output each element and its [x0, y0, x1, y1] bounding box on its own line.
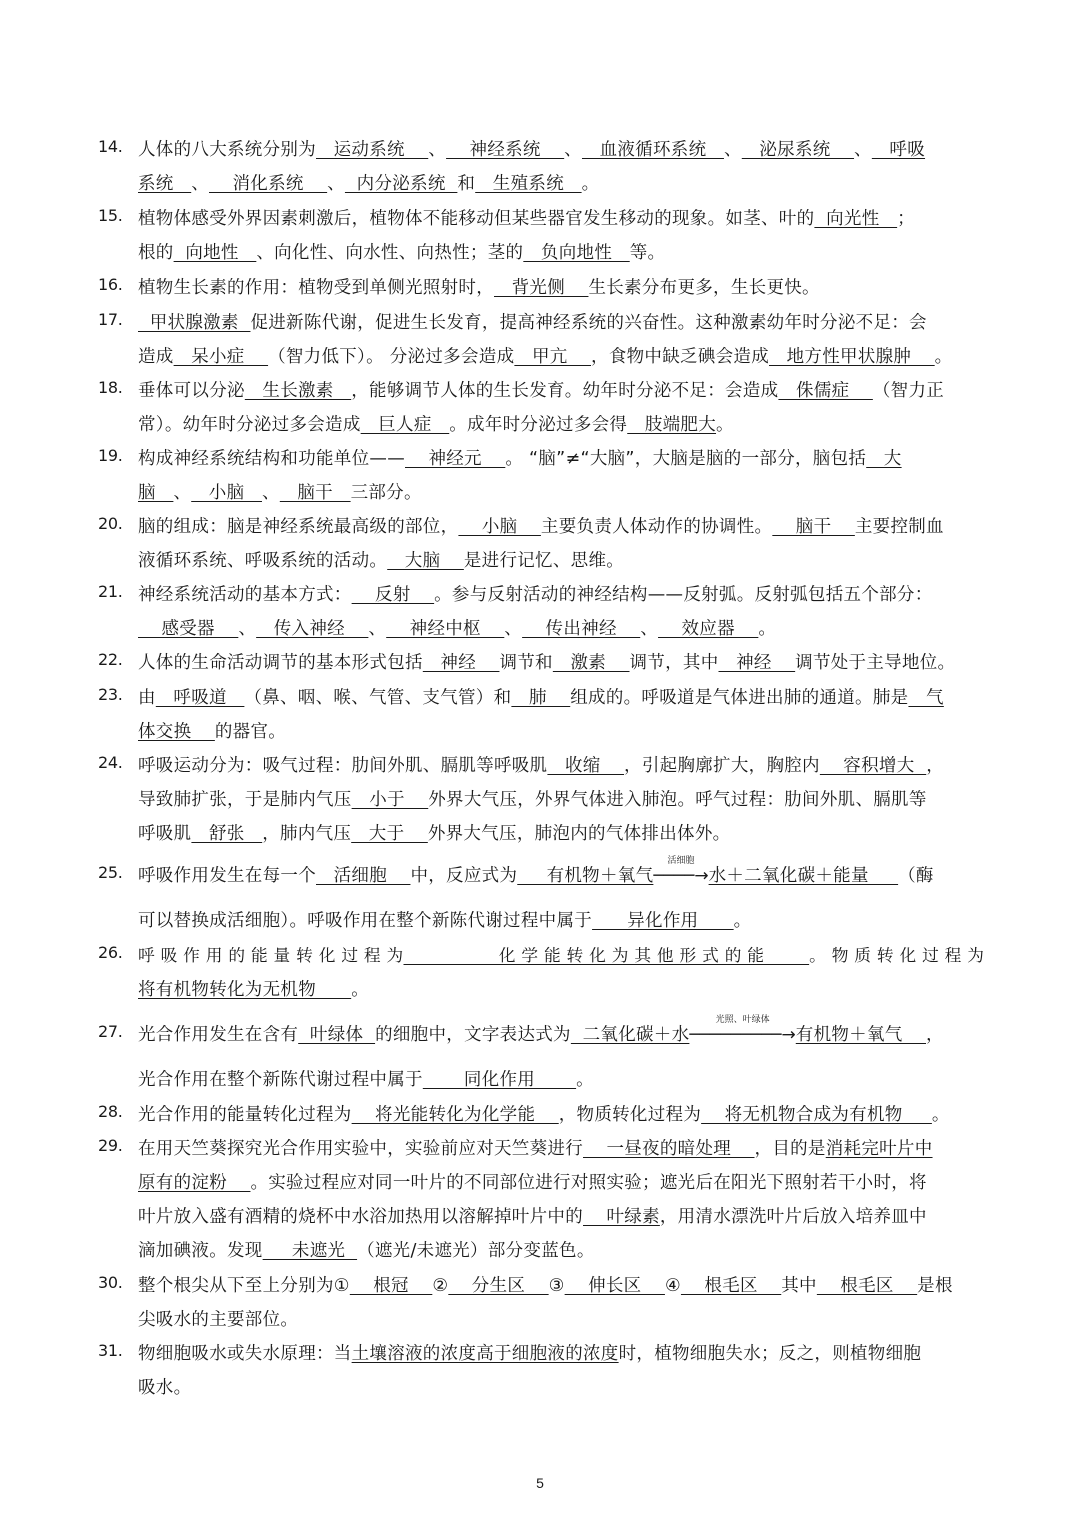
answer-blank: 将无机物合成为有机物 — [701, 1105, 932, 1125]
reaction-condition: 活细胞 — [667, 856, 695, 866]
answer-blank: 激素 — [552, 653, 630, 673]
question-number: 16. — [98, 275, 123, 294]
answer-blank: 活细胞 — [316, 866, 411, 886]
static-text: 、 — [723, 140, 742, 160]
answer-blank: 有机物＋氧气 — [795, 1025, 927, 1045]
question-number: 31. — [98, 1341, 123, 1360]
text-line — [138, 820, 984, 845]
static-text: 物细胞吸水或失水原理：当 — [138, 1344, 352, 1364]
question-number: 27. — [98, 1022, 123, 1041]
answer-blank: 消化系统 — [209, 174, 328, 194]
answer-blank: 系统 — [138, 174, 192, 194]
static-text: 、 — [327, 174, 345, 194]
static-text: 呼吸肌 — [138, 824, 192, 844]
answer-blank: 地方性甲状腺肿 — [769, 347, 935, 367]
text-line — [138, 411, 984, 436]
static-text: 的器官。 — [214, 722, 287, 742]
static-text: 。 物 质 转 化 过 程 为 — [809, 945, 985, 965]
static-text: 神经系统活动的基本方式： — [138, 585, 352, 605]
answer-blank: 传入神经 — [256, 619, 369, 639]
static-text: 根的 — [138, 243, 174, 263]
text-line — [138, 856, 984, 887]
static-text: 是根 — [917, 1276, 953, 1296]
static-text: 时，植物细胞失水；反之，则植物细胞 — [618, 1344, 922, 1364]
answer-blank: 脑干 — [279, 483, 351, 503]
question-number: 24. — [98, 753, 123, 772]
text-line — [138, 1272, 984, 1297]
static-text: 的细胞中，文字表达式为 — [375, 1025, 571, 1045]
text-line — [138, 309, 984, 334]
static-text: 、 — [854, 140, 872, 160]
answer-blank: 将有机物转化为无机物 — [138, 980, 352, 1000]
static-text: 、 — [504, 619, 523, 639]
question-number: 20. — [98, 514, 123, 533]
answer-blank: 传出神经 — [522, 619, 641, 639]
question-number: 26. — [98, 943, 123, 962]
answer-blank: 脑干 — [772, 517, 855, 537]
static-text: 是进行记忆、思维。 — [463, 551, 625, 571]
text-line — [138, 786, 984, 811]
text-line — [138, 479, 984, 504]
static-text: 、 — [238, 619, 257, 639]
answer-blank: 根冠 — [349, 1276, 433, 1296]
answer-blank: 伸长区 — [564, 1276, 665, 1296]
text-line — [138, 942, 984, 966]
static-text: （鼻、咽、喉、气管、支气管）和 — [244, 688, 512, 708]
static-text: 人体的生命活动调节的基本形式包括 — [138, 653, 423, 673]
static-text: ，肺内气压 — [262, 824, 352, 844]
text-line — [138, 1203, 984, 1228]
static-text: 。 — [716, 415, 734, 435]
text-line — [138, 205, 984, 230]
static-text: 光合作用的能量转化过程为 — [138, 1105, 352, 1125]
answer-blank: 负向地性 — [523, 243, 630, 263]
static-text: 呼吸运动分为：吸气过程：肋间外肌、膈肌等呼吸肌 — [138, 756, 548, 776]
text-line — [138, 1101, 984, 1126]
text-line — [138, 649, 984, 674]
answer-blank: 大于 — [351, 824, 428, 844]
answer-blank: 未遮光 — [262, 1241, 358, 1261]
arrow-shaft: ────→ — [653, 866, 709, 886]
static-text: 液循环系统、呼吸系统的活动。 — [138, 551, 388, 571]
question-number: 28. — [98, 1102, 123, 1121]
static-text: ③ — [548, 1276, 565, 1296]
text-line — [138, 976, 984, 1001]
answer-blank: 呼吸道 — [155, 688, 245, 708]
static-text: 促进新陈代谢，促进生长发育，提高神经系统的兴奋性。这种激素幼年时分泌不足：会 — [250, 313, 927, 333]
static-text: 造成 — [138, 347, 174, 367]
answer-blank: 舒张 — [191, 824, 263, 844]
question-number: 15. — [98, 206, 123, 225]
question-number: 25. — [98, 863, 123, 882]
question-number: 14. — [98, 137, 123, 156]
answer-blank: 叶绿素 — [583, 1207, 660, 1227]
answer-blank: 生长激素 — [244, 381, 352, 401]
static-text: ， — [926, 756, 945, 776]
static-text: 外界大气压，肺泡内的气体排出体外。 — [427, 824, 731, 844]
static-text: 人体的八大系统分别为 — [138, 140, 316, 160]
static-text: ； — [897, 209, 915, 229]
static-text: 组成的。呼吸道是气体进出肺的通道。肺是 — [570, 688, 909, 708]
text-line — [138, 1340, 984, 1365]
static-text: 吸水。 — [138, 1378, 192, 1398]
question-number: 21. — [98, 582, 123, 601]
static-text: 呼吸作用发生在每一个 — [138, 866, 316, 886]
static-text: 尖吸水的主要部位。 — [138, 1310, 299, 1330]
static-text: 可以替换成活细胞）。呼吸作用在整个新陈代谢过程中属于 — [138, 911, 593, 931]
answer-blank: 内分泌系统 — [344, 174, 458, 194]
answer-blank: 叶绿体 — [298, 1025, 376, 1045]
text-line — [138, 1135, 984, 1160]
static-text: 。 — [581, 174, 600, 194]
question-number: 29. — [98, 1136, 123, 1155]
static-text: 、 — [368, 619, 387, 639]
answer-blank: 肢端肥大 — [627, 415, 717, 435]
answer-blank: 消耗完叶片中 — [825, 1139, 933, 1159]
static-text: ② — [432, 1276, 449, 1296]
text-line — [138, 907, 984, 932]
static-text: （智力正 — [872, 381, 945, 401]
static-text: 和 — [457, 174, 476, 194]
static-text: 。 — [576, 1070, 594, 1090]
static-text: 构成神经系统结构和功能单位—— — [138, 449, 405, 469]
answer-blank: 土壤溶液的浓度高于细胞液的浓度 — [351, 1344, 619, 1364]
text-line — [138, 343, 984, 368]
answer-blank: 神经 — [718, 653, 796, 673]
static-text: 呼 吸 作 用 的 能 量 转 化 过 程 为 — [138, 945, 404, 965]
text-line — [138, 1066, 984, 1091]
static-text: 调节处于主导地位。 — [795, 653, 956, 673]
static-text: （遮光/未遮光）部分变蓝色。 — [357, 1241, 595, 1261]
text-line — [138, 513, 984, 538]
static-text: 、 — [173, 483, 192, 503]
static-text: 。实验过程应对同一叶片的不同部位进行对照实验；遮光后在阳光下照射若干小时，将 — [250, 1173, 927, 1193]
static-text: 。 — [931, 1105, 950, 1125]
static-text: 、 — [564, 140, 582, 160]
text-line — [138, 274, 984, 299]
static-text: 、 — [640, 619, 659, 639]
answer-blank: 原有的淀粉 — [138, 1173, 251, 1193]
answer-blank: 向光性 — [814, 209, 898, 229]
static-text: 。 “脑”≠“大脑”，大脑是脑的一部分，脑包括 — [505, 449, 867, 469]
question-number: 19. — [98, 446, 123, 465]
static-text: 光合作用在整个新陈代谢过程中属于 — [138, 1070, 423, 1090]
static-text: 整个根尖从下至上分别为① — [138, 1276, 350, 1296]
question-number: 30. — [98, 1273, 123, 1292]
text-line — [138, 136, 984, 161]
text-line — [138, 547, 984, 572]
answer-blank: 收缩 — [547, 756, 625, 776]
answer-blank: 向地性 — [173, 243, 257, 263]
static-text: 三部分。 — [350, 483, 422, 503]
question-number: 17. — [98, 310, 123, 329]
text-line — [138, 1374, 984, 1399]
answer-blank: 将光能转化为化学能 — [351, 1105, 559, 1125]
static-text: 叶片放入盛有酒精的烧杯中水浴加热用以溶解掉叶片中的 — [138, 1207, 583, 1227]
text-line — [138, 718, 984, 743]
static-text: 由 — [138, 688, 156, 708]
answer-blank: 体交换 — [138, 722, 215, 742]
answer-blank: 大脑 — [387, 551, 464, 571]
answer-blank: 一昼夜的暗处理 — [583, 1139, 755, 1159]
text-line — [138, 581, 984, 606]
answer-blank: 神经系统 — [446, 140, 565, 160]
text-line — [138, 1237, 984, 1262]
static-text: 主要控制血 — [854, 517, 944, 537]
answer-blank: 肺 — [511, 688, 571, 708]
answer-blank: 水＋二氧化碳＋能量 — [708, 866, 899, 886]
answer-blank: 小脑 — [458, 517, 541, 537]
answer-blank: 大 — [866, 449, 902, 469]
answer-blank: 甲状腺激素 — [138, 313, 251, 333]
static-text: 调节和 — [499, 653, 553, 673]
static-text: 其中 — [781, 1276, 817, 1296]
answer-blank: 甲亢 — [514, 347, 592, 367]
static-text: 光合作用发生在含有 — [138, 1025, 299, 1045]
static-text: 、 — [428, 140, 447, 160]
answer-blank: 侏儒症 — [778, 381, 873, 401]
answer-blank: 运动系统 — [316, 140, 429, 160]
static-text: 。 — [758, 619, 777, 639]
answer-blank: 呆小症 — [173, 347, 269, 367]
answer-blank: 巨人症 — [360, 415, 450, 435]
static-text: 、 — [191, 174, 210, 194]
text-line — [138, 1015, 984, 1046]
answer-blank: 生殖系统 — [475, 174, 582, 194]
answer-blank: 反射 — [351, 585, 435, 605]
static-text: 调节，其中 — [629, 653, 719, 673]
answer-blank: 神经中枢 — [386, 619, 505, 639]
answer-blank: 气 — [908, 688, 944, 708]
answer-blank: 泌尿系统 — [741, 140, 855, 160]
static-text: ，能够调节人体的生长发育。幼年时分泌不足：会造成 — [351, 381, 779, 401]
text-line — [138, 1169, 984, 1194]
answer-blank: 有机物＋氧气 — [517, 866, 654, 886]
question-number: 23. — [98, 685, 123, 704]
answer-blank: 容积增大 — [819, 756, 927, 776]
reaction-arrow — [689, 1015, 796, 1045]
text-line — [138, 445, 984, 470]
answer-blank: 异化作用 — [592, 911, 734, 931]
static-text: ，目的是 — [754, 1139, 826, 1159]
static-text: 外界大气压，外界气体进入肺泡。呼气过程：肋间外肌、膈肌等 — [428, 790, 927, 810]
answer-blank: 神经元 — [405, 449, 506, 469]
static-text: 植物生长素的作用：植物受到单侧光照射时， — [138, 278, 494, 298]
static-text: 、 — [261, 483, 280, 503]
static-text: 等。 — [629, 243, 666, 263]
answer-blank: 小脑 — [191, 483, 262, 503]
answer-blank: 化 学 能 转 化 为 其 他 形 式 的 能 — [403, 945, 810, 965]
static-text: 主要负责人体动作的协调性。 — [540, 517, 773, 537]
static-text: ，食物中缺乏碘会造成 — [591, 347, 770, 367]
answer-blank: 呼吸 — [871, 140, 926, 160]
static-text: 常）。幼年时分泌过多会造成 — [138, 415, 361, 435]
static-text: 。成年时分泌过多会得 — [449, 415, 628, 435]
static-text: 导致肺扩张，于是肺内气压 — [138, 790, 352, 810]
static-text: 植物体感受外界因素刺激后，植物体不能移动但某些器官发生移动的现象。如茎、叶的 — [138, 209, 815, 229]
answer-blank: 二氧化碳＋水 — [570, 1025, 690, 1045]
static-text: ④ — [664, 1276, 681, 1296]
answer-blank: 同化作用 — [422, 1070, 577, 1090]
text-line — [138, 752, 984, 777]
answer-blank: 根毛区 — [680, 1276, 782, 1296]
arrow-shaft: ─────────→ — [689, 1025, 796, 1045]
static-text: 在用天竺葵探究光合作用实验中，实验前应对天竺葵进行 — [138, 1139, 583, 1159]
static-text: ，引起胸廓扩大，胸腔内 — [624, 756, 820, 776]
static-text: 中，反应式为 — [410, 866, 518, 886]
static-text: 脑的组成：脑是神经系统最高级的部位， — [138, 517, 459, 537]
reaction-condition: 光照、叶绿体 — [715, 1015, 770, 1025]
answer-blank: 神经 — [422, 653, 500, 673]
static-text: 垂体可以分泌 — [138, 381, 245, 401]
static-text: （智力低下）。 分泌过多会造成 — [268, 347, 515, 367]
reaction-arrow — [653, 856, 709, 886]
static-text: 。 — [351, 980, 369, 1000]
answer-blank: 感受器 — [138, 619, 239, 639]
answer-blank: 分生区 — [448, 1276, 549, 1296]
text-line — [138, 684, 984, 709]
static-text: 。 — [934, 347, 953, 367]
question-number: 18. — [98, 378, 123, 397]
static-text: ，用清水漂洗叶片后放入培养皿中 — [659, 1207, 927, 1227]
answer-blank: 血液循环系统 — [581, 140, 724, 160]
page-number: 5 — [536, 1475, 544, 1491]
static-text: 。参与反射活动的神经结构——反射弧。反射弧包括五个部分： — [434, 585, 933, 605]
static-text: （酶 — [898, 866, 934, 886]
answer-blank: 根毛区 — [816, 1276, 918, 1296]
answer-blank: 背光侧 — [494, 278, 589, 298]
answer-blank: 脑 — [138, 483, 174, 503]
static-text: 生长素分布更多，生长更快。 — [588, 278, 820, 298]
text-line — [138, 170, 984, 195]
question-number: 22. — [98, 650, 123, 669]
answer-blank: 效应器 — [658, 619, 759, 639]
static-text: ， — [926, 1025, 944, 1045]
answer-blank: 小于 — [351, 790, 429, 810]
static-text: 、向化性、向水性、向热性；茎的 — [256, 243, 524, 263]
static-text: 。 — [733, 911, 752, 931]
text-line — [138, 239, 984, 264]
static-text: ，物质转化过程为 — [558, 1105, 702, 1125]
text-line — [138, 377, 984, 402]
text-line — [138, 1306, 984, 1331]
static-text: 滴加碘液。发现 — [138, 1241, 263, 1261]
text-line — [138, 615, 984, 640]
